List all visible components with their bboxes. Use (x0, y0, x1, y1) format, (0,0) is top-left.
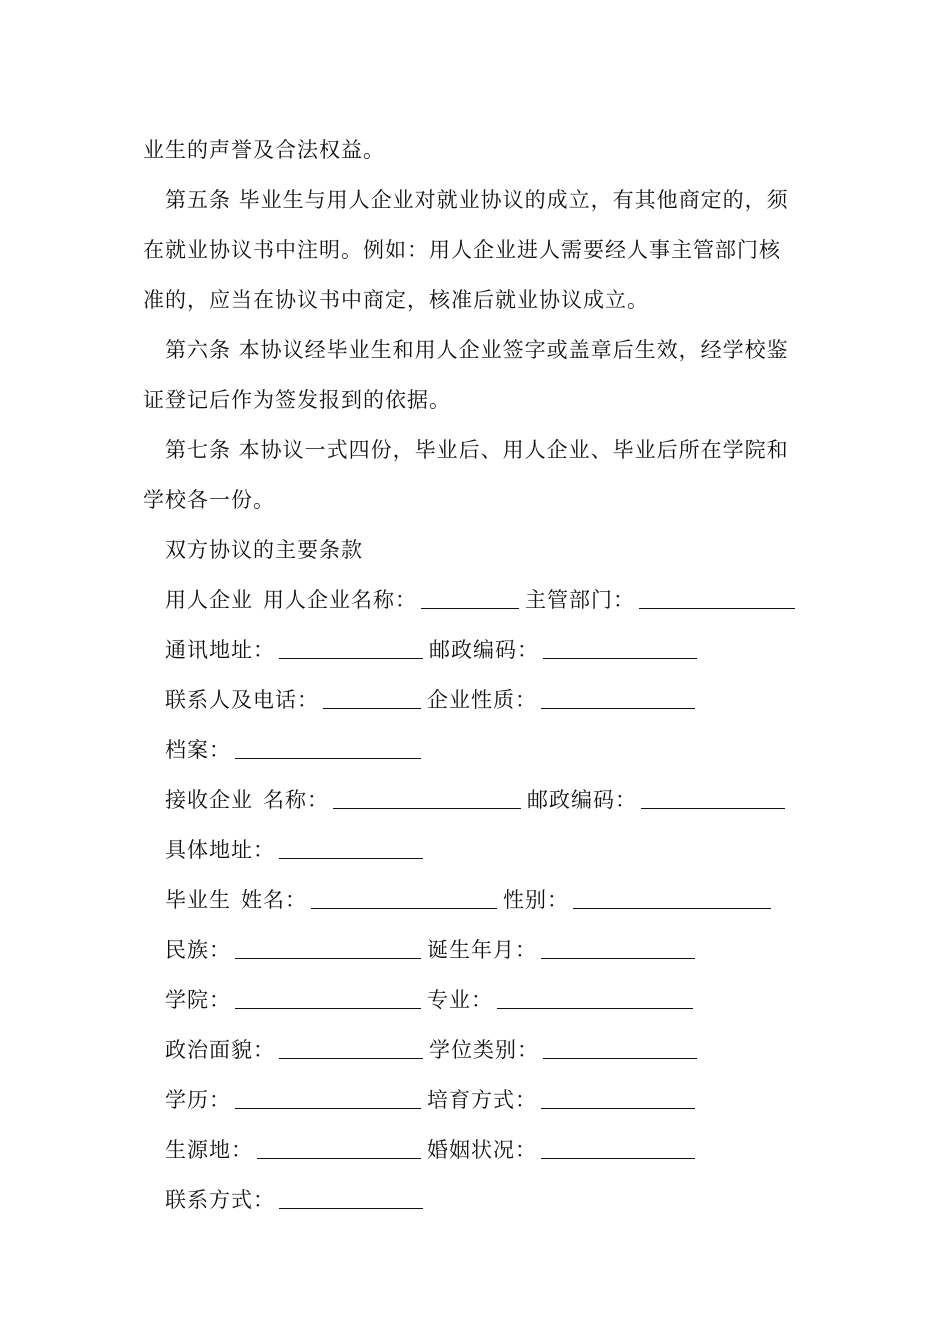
supervisor-dept-label: 主管部门： (525, 588, 635, 612)
paragraph-text: 业生的声誉及合法权益。 (143, 138, 385, 162)
employer-name-field[interactable] (421, 588, 519, 609)
college-field[interactable] (235, 988, 421, 1009)
form-row-archive (165, 735, 427, 765)
article-7-line-2: 学校各一份。 (143, 488, 275, 512)
article-6-line-1: 第六条 本协议经毕业生和用人企业签字或盖章后生效，经学校鉴 (165, 338, 789, 362)
training-field[interactable] (541, 1088, 695, 1109)
gender-label: 性别： (503, 888, 569, 912)
article-5-line-2: 在就业协议书中注明。例如：用人企业进人需要经人事主管部门核 (143, 238, 781, 262)
origin-field[interactable] (257, 1138, 421, 1159)
postcode-field[interactable] (543, 638, 697, 659)
form-row-contact (165, 1185, 429, 1215)
receiver-postcode-label: 邮政编码： (527, 788, 637, 812)
article-5-line-1: 第五条 毕业生与用人企业对就业协议的成立，有其他商定的，须 (165, 188, 789, 212)
receiver-address-label: 具体地址： (165, 838, 275, 862)
form-row-receiver (165, 785, 791, 815)
ethnicity-label: 民族： (165, 938, 231, 962)
article-5-line-3: 准的，应当在协议书中商定，核准后就业协议成立。 (143, 288, 649, 312)
education-field[interactable] (235, 1088, 421, 1109)
form-row-political (165, 1035, 703, 1065)
contact-phone-label: 联系人及电话： (165, 688, 319, 712)
address-field[interactable] (279, 638, 423, 659)
college-label: 学院： (165, 988, 231, 1012)
receiver-section-label: 接收企业 (165, 788, 253, 812)
receiver-name-label: 名称： (263, 788, 329, 812)
birth-label: 诞生年月： (427, 938, 537, 962)
company-nature-field[interactable] (541, 688, 695, 709)
political-label: 政治面貌： (165, 1038, 275, 1062)
section-heading: 双方协议的主要条款 (165, 538, 363, 562)
form-row-employer (165, 585, 801, 615)
employer-section-label: 用人企业 (165, 588, 253, 612)
contact-label: 联系方式： (165, 1188, 275, 1212)
degree-type-field[interactable] (543, 1038, 697, 1059)
name-field[interactable] (311, 888, 497, 909)
name-label: 姓名： (241, 888, 307, 912)
form-row-address (165, 635, 703, 665)
receiver-postcode-field[interactable] (641, 788, 785, 809)
receiver-name-field[interactable] (333, 788, 521, 809)
form-row-contact-phone (165, 685, 701, 715)
form-row-ethnicity (165, 935, 701, 965)
origin-label: 生源地： (165, 1138, 253, 1162)
postcode-label: 邮政编码： (429, 638, 539, 662)
major-field[interactable] (497, 988, 693, 1009)
receiver-address-field[interactable] (279, 838, 423, 859)
gender-field[interactable] (573, 888, 771, 909)
degree-type-label: 学位类别： (429, 1038, 539, 1062)
birth-field[interactable] (541, 938, 695, 959)
form-row-receiver-address (165, 835, 429, 865)
address-label: 通讯地址： (165, 638, 275, 662)
supervisor-dept-field[interactable] (639, 588, 795, 609)
marital-label: 婚姻状况： (427, 1138, 537, 1162)
article-7-line-1: 第七条 本协议一式四份，毕业后、用人企业、毕业后所在学院和 (165, 438, 789, 462)
contact-field[interactable] (279, 1188, 423, 1209)
political-field[interactable] (279, 1038, 423, 1059)
major-label: 专业： (427, 988, 493, 1012)
form-row-education (165, 1085, 701, 1115)
archive-label: 档案： (165, 738, 231, 762)
training-label: 培育方式： (427, 1088, 537, 1112)
form-row-graduate (165, 885, 777, 915)
form-row-college (165, 985, 699, 1015)
marital-field[interactable] (541, 1138, 695, 1159)
article-6-line-2: 证登记后作为签发报到的依据。 (143, 388, 451, 412)
archive-field[interactable] (235, 738, 421, 759)
ethnicity-field[interactable] (235, 938, 421, 959)
contact-phone-field[interactable] (323, 688, 421, 709)
form-row-origin (165, 1135, 701, 1165)
graduate-section-label: 毕业生 (165, 888, 231, 912)
company-nature-label: 企业性质： (427, 688, 537, 712)
employer-name-label: 用人企业名称： (263, 588, 417, 612)
education-label: 学历： (165, 1088, 231, 1112)
